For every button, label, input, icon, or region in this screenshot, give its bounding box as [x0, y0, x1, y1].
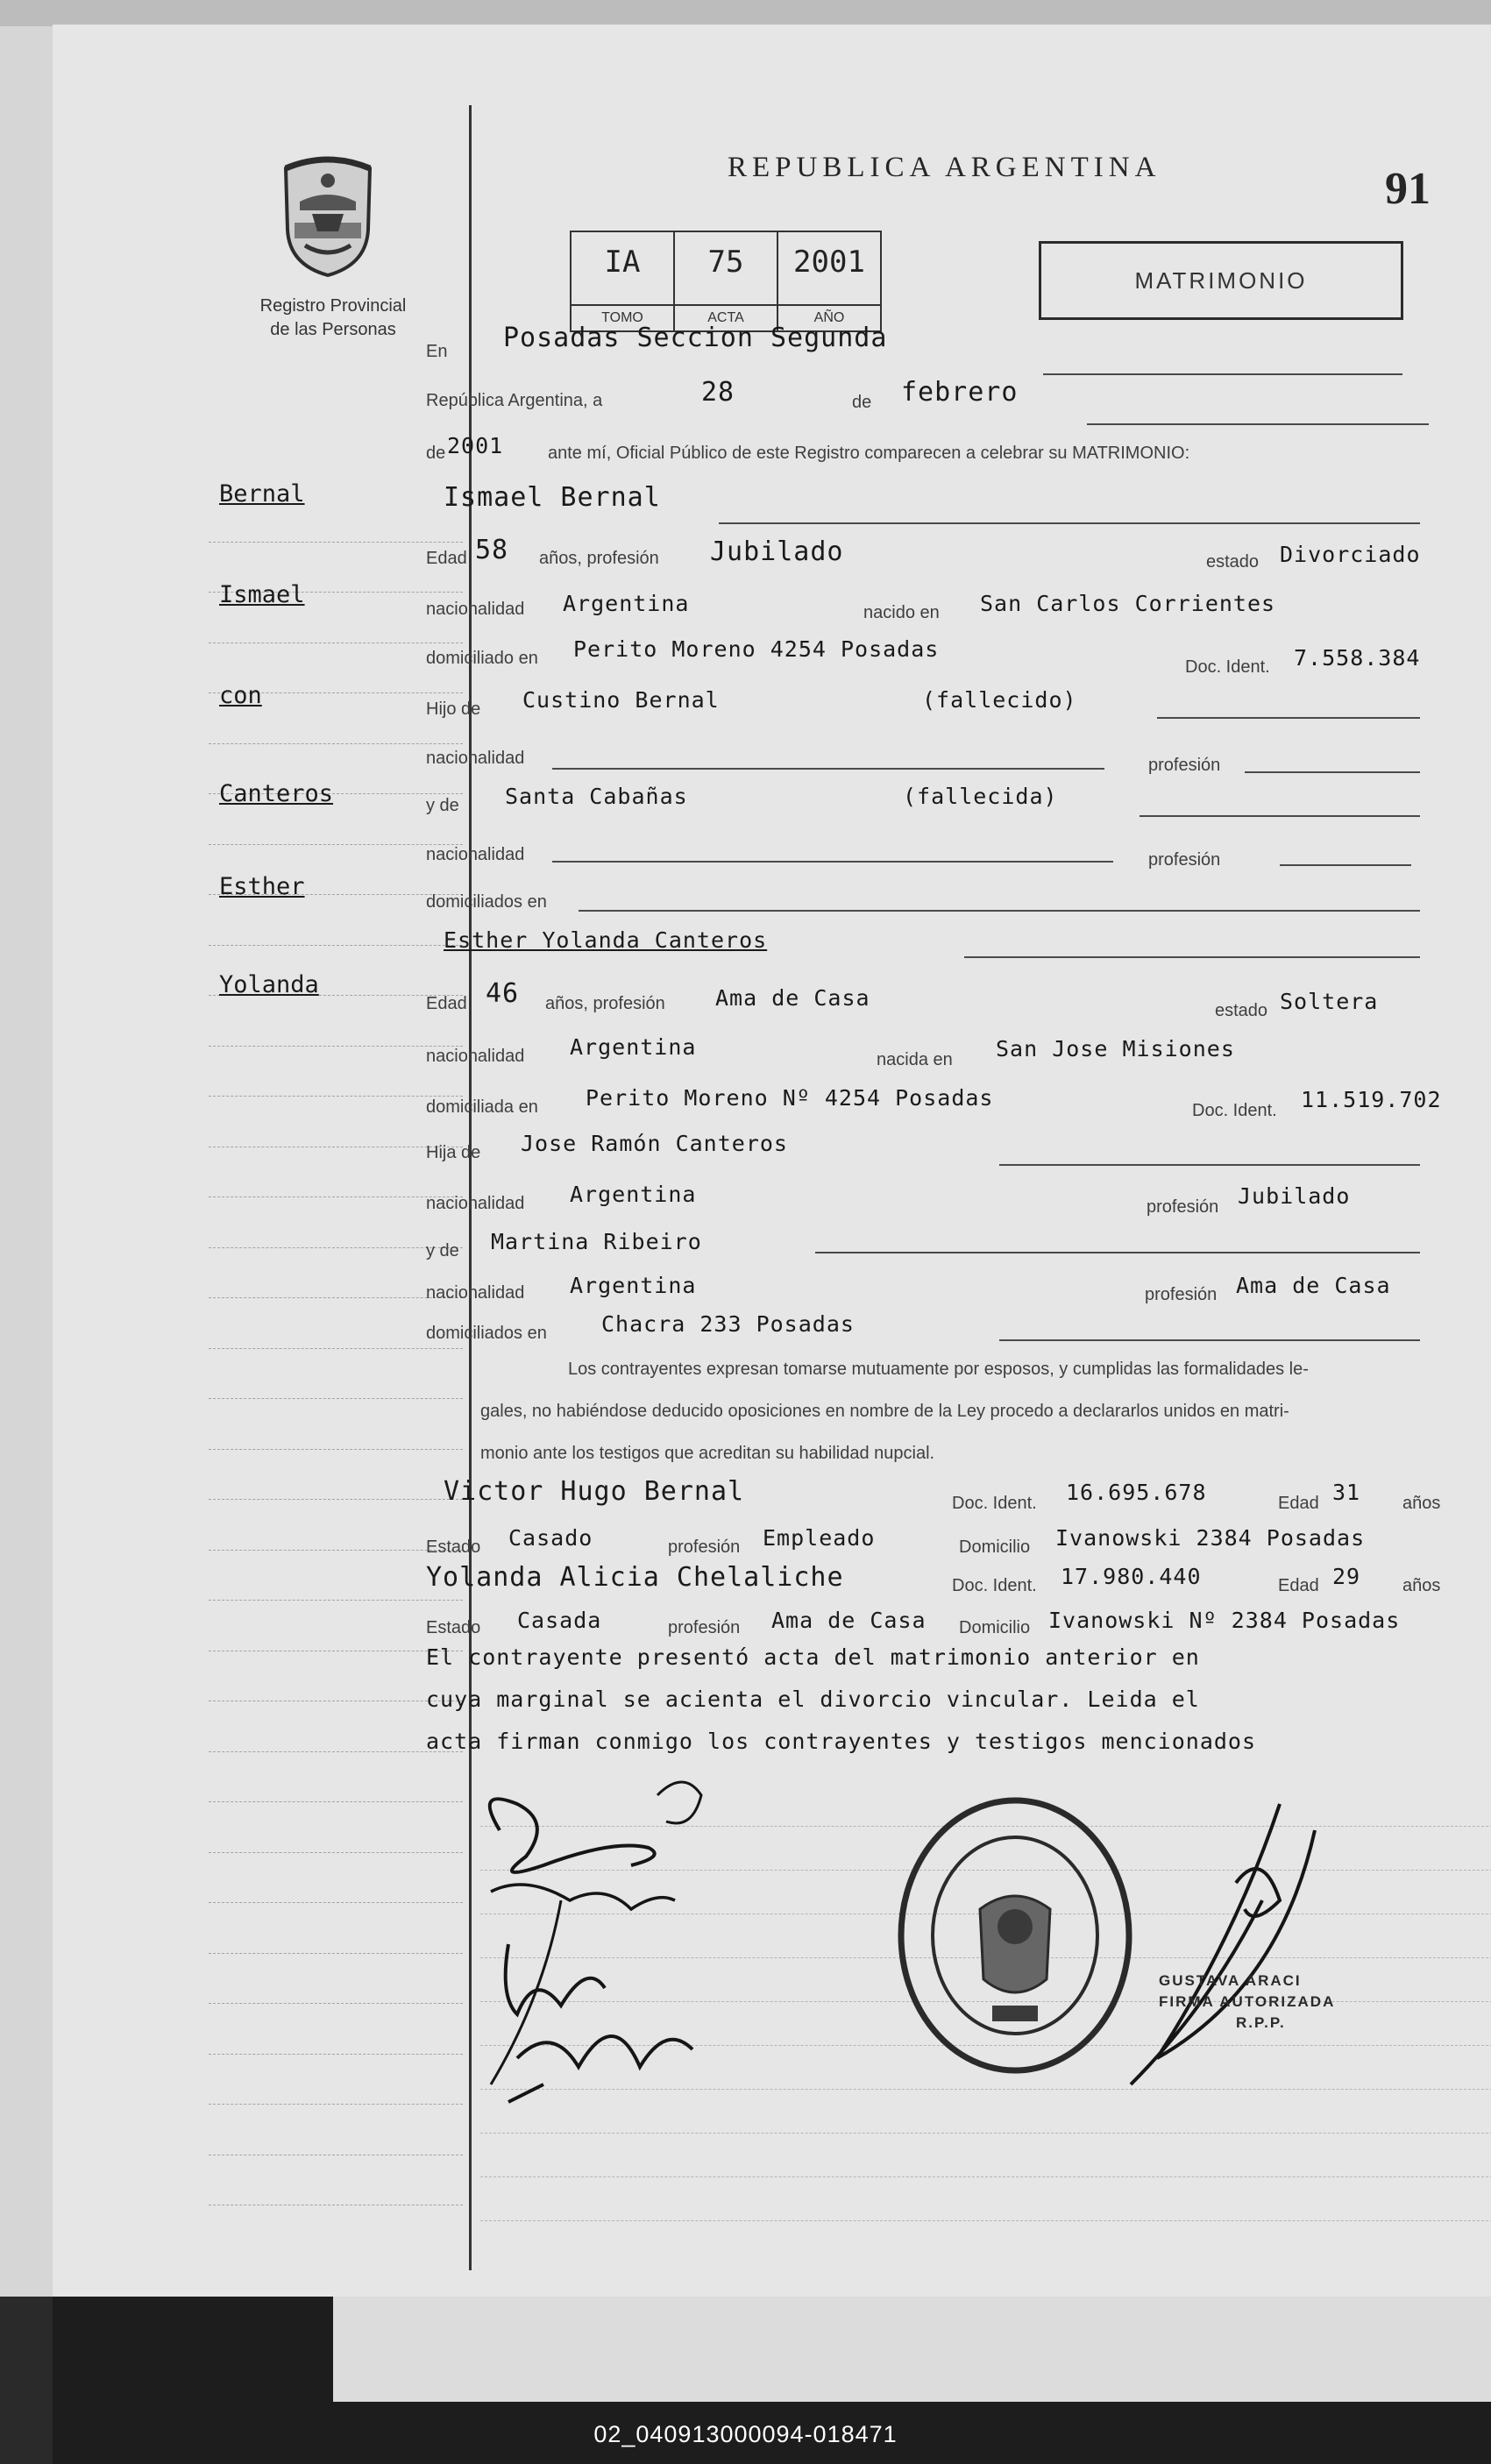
bride-address: Perito Moreno Nº 4254 Posadas [586, 1085, 994, 1111]
groom-father-note: (fallecido) [922, 687, 1077, 713]
witness1-civil-status: Casado [508, 1525, 593, 1551]
groom-name: Ismael Bernal [444, 482, 661, 513]
provincial-crest-icon [273, 156, 382, 279]
scan-background-bottom [333, 2297, 1491, 2402]
office-line-1: Registro Provincial [259, 296, 407, 316]
witness2-doc-id: 17.980.440 [1061, 1564, 1202, 1589]
declaration-line-1: Los contrayentes expresan tomarse mutuamente por esposos, y cumplidas las formalidades le- [568, 1360, 1309, 1379]
acta-cell [675, 232, 778, 330]
witness1-name: Victor Hugo Bernal [444, 1476, 745, 1507]
margin-note-6: Yolanda [219, 971, 319, 998]
witness2-profession: Ama de Casa [771, 1608, 927, 1633]
registry-office-name [228, 295, 438, 342]
scan-identifier: 02_040913000094-018471 [593, 2421, 898, 2447]
official-stamp-name: GUSTAVA ARACI [1159, 1972, 1302, 1989]
note-line-1: El contrayente presentó acta del matrimonio anterior en [426, 1644, 1200, 1670]
groom-mother: Santa Cabañas [505, 784, 688, 809]
groom-nacionalidad-label: nacionalidad [426, 600, 525, 619]
witness2-address: Ivanowski Nº 2384 Posadas [1048, 1608, 1401, 1633]
witness1-profession: Empleado [763, 1525, 876, 1551]
office-line-2: de las Personas [270, 320, 396, 339]
groom-nationality: Argentina [563, 591, 690, 616]
witness1-estado-label: Estado [426, 1537, 481, 1557]
bride-edad-label: Edad [426, 994, 467, 1013]
document-type-box: MATRIMONIO [1039, 241, 1403, 320]
witness1-address: Ivanowski 2384 Posadas [1055, 1525, 1366, 1551]
groom-yde-label: y de [426, 796, 459, 815]
bride-father-profession: Jubilado [1238, 1183, 1351, 1209]
groom-doc-id: 7.558.384 [1294, 645, 1421, 671]
official-seal-icon [896, 1795, 1134, 2076]
witness1-doc-label: Doc. Ident. [952, 1494, 1037, 1513]
bride-age: 46 [486, 978, 520, 1009]
registry-reference-table [570, 231, 882, 332]
tomo-cell [572, 232, 675, 330]
margin-note-4: Canteros [219, 780, 334, 807]
bride-father-nacionalidad-label: nacionalidad [426, 1194, 525, 1213]
bride-nationality: Argentina [570, 1034, 697, 1060]
bride-mother-profession: Ama de Casa [1236, 1273, 1391, 1298]
acta-value: 75 [707, 245, 744, 280]
ano-value: 2001 [793, 245, 865, 280]
bride-civil-status: Soltera [1280, 989, 1379, 1014]
witness1-edad-label: Edad [1278, 1494, 1319, 1513]
bride-hija-label: Hija de [426, 1143, 481, 1162]
groom-edad-label: Edad [426, 549, 467, 568]
groom-estado-label: estado [1206, 552, 1260, 572]
note-line-2: cuya marginal se acienta el divorcio vincular. Leida el [426, 1686, 1200, 1712]
witness2-doc-label: Doc. Ident. [952, 1576, 1037, 1595]
ano-label: AÑO [778, 304, 880, 330]
official-stamp-code: R.P.P. [1236, 2014, 1286, 2031]
bride-nacida-label: nacida en [877, 1050, 953, 1069]
bride-doc-label: Doc. Ident. [1192, 1101, 1277, 1120]
groom-father-profesion-label: profesión [1148, 756, 1221, 775]
witness2-edad-label: Edad [1278, 1576, 1319, 1595]
country-heading: REPUBLICA ARGENTINA [728, 152, 1161, 183]
tomo-value: IA [604, 245, 641, 280]
groom-age: 58 [475, 535, 509, 565]
republica-label: República Argentina, a [426, 391, 603, 410]
groom-civil-status: Divorciado [1280, 542, 1421, 567]
bride-anos-profesion-label: años, profesión [545, 994, 665, 1013]
bride-nacionalidad-label: nacionalidad [426, 1047, 525, 1066]
bride-mother-profesion-label: profesión [1145, 1285, 1218, 1304]
bride-name: Esther Yolanda Canteros [444, 927, 768, 953]
tomo-label: TOMO [572, 304, 673, 330]
page-number: 91 [1385, 164, 1431, 214]
day-value: 28 [701, 377, 735, 408]
bride-estado-label: estado [1215, 1001, 1268, 1020]
intro-text: ante mí, Oficial Público de este Registro comparecen a celebrar su MATRIMONIO: [548, 444, 1190, 463]
en-label: En [426, 342, 448, 361]
witness2-profesion-label: profesión [668, 1618, 741, 1637]
bride-father-nationality: Argentina [570, 1182, 697, 1207]
bride-father-profesion-label: profesión [1147, 1197, 1219, 1217]
margin-note-3: con [219, 682, 262, 709]
bride-profession: Ama de Casa [715, 985, 870, 1011]
margin-note-5: Esther [219, 873, 305, 900]
groom-hijo-label: Hijo de [426, 699, 481, 719]
groom-father-nacionalidad-label: nacionalidad [426, 749, 525, 768]
margin-note-1: Bernal [219, 480, 305, 508]
witness1-anos-label: años [1402, 1494, 1441, 1513]
margin-note-2: Ismael [219, 581, 305, 608]
year-value: 2001 [447, 433, 504, 458]
note-line-3: acta firman conmigo los contrayentes y testigos mencionados [426, 1729, 1257, 1754]
witness2-estado-label: Estado [426, 1618, 481, 1637]
bride-birthplace: San Jose Misiones [996, 1036, 1235, 1062]
declaration-line-3: monio ante los testigos que acreditan su habilidad nupcial. [480, 1444, 935, 1463]
register-page [53, 25, 1491, 2297]
groom-domiciliados-label: domiciliados en [426, 892, 547, 912]
witness1-profesion-label: profesión [668, 1537, 741, 1557]
witness2-age: 29 [1332, 1564, 1361, 1589]
groom-mother-profesion-label: profesión [1148, 850, 1221, 870]
previous-page-edge [0, 26, 54, 2297]
groom-address: Perito Moreno 4254 Posadas [573, 636, 940, 662]
witness2-domicilio-label: Domicilio [959, 1618, 1031, 1637]
bride-parents-address: Chacra 233 Posadas [601, 1311, 855, 1337]
signatures-scribble [438, 1769, 728, 2155]
witness1-doc-id: 16.695.678 [1066, 1480, 1207, 1505]
groom-nacido-label: nacido en [863, 603, 940, 622]
groom-birthplace: San Carlos Corrientes [980, 591, 1276, 616]
groom-father: Custino Bernal [522, 687, 720, 713]
official-stamp-title: FIRMA AUTORIZADA [1159, 1993, 1336, 2010]
groom-profession: Jubilado [710, 536, 844, 567]
bride-mother: Martina Ribeiro [491, 1229, 702, 1254]
month-de-label: de [852, 393, 872, 412]
witness2-civil-status: Casada [517, 1608, 602, 1633]
year-de-label: de [426, 444, 446, 463]
witness1-age: 31 [1332, 1480, 1361, 1505]
acta-label: ACTA [675, 304, 777, 330]
official-signature [1104, 1795, 1367, 2128]
groom-mother-note: (fallecida) [903, 784, 1058, 809]
groom-mother-nacionalidad-label: nacionalidad [426, 845, 525, 864]
bride-mother-nationality: Argentina [570, 1273, 697, 1298]
bride-doc-id: 11.519.702 [1301, 1087, 1442, 1112]
month-value: febrero [901, 377, 1019, 408]
bride-yde-label: y de [426, 1241, 459, 1260]
bride-domiciliada-label: domiciliada en [426, 1097, 538, 1117]
groom-doc-label: Doc. Ident. [1185, 657, 1270, 677]
witness2-name: Yolanda Alicia Chelaliche [426, 1562, 844, 1593]
bride-domiciliados-label: domiciliados en [426, 1324, 547, 1343]
witness1-domicilio-label: Domicilio [959, 1537, 1031, 1557]
bride-father: Jose Ramón Canteros [521, 1131, 788, 1156]
groom-anos-profesion-label: años, profesión [539, 549, 659, 568]
witness2-anos-label: años [1402, 1576, 1441, 1595]
ano-cell [778, 232, 880, 330]
place-value: Posadas Seccion Segunda [503, 323, 888, 353]
declaration-line-2: gales, no habiéndose deducido oposiciones en nombre de la Ley procedo a declararlos unidos en matri- [480, 1402, 1289, 1421]
groom-domiciliado-label: domiciliado en [426, 649, 538, 668]
bride-mother-nacionalidad-label: nacionalidad [426, 1283, 525, 1303]
